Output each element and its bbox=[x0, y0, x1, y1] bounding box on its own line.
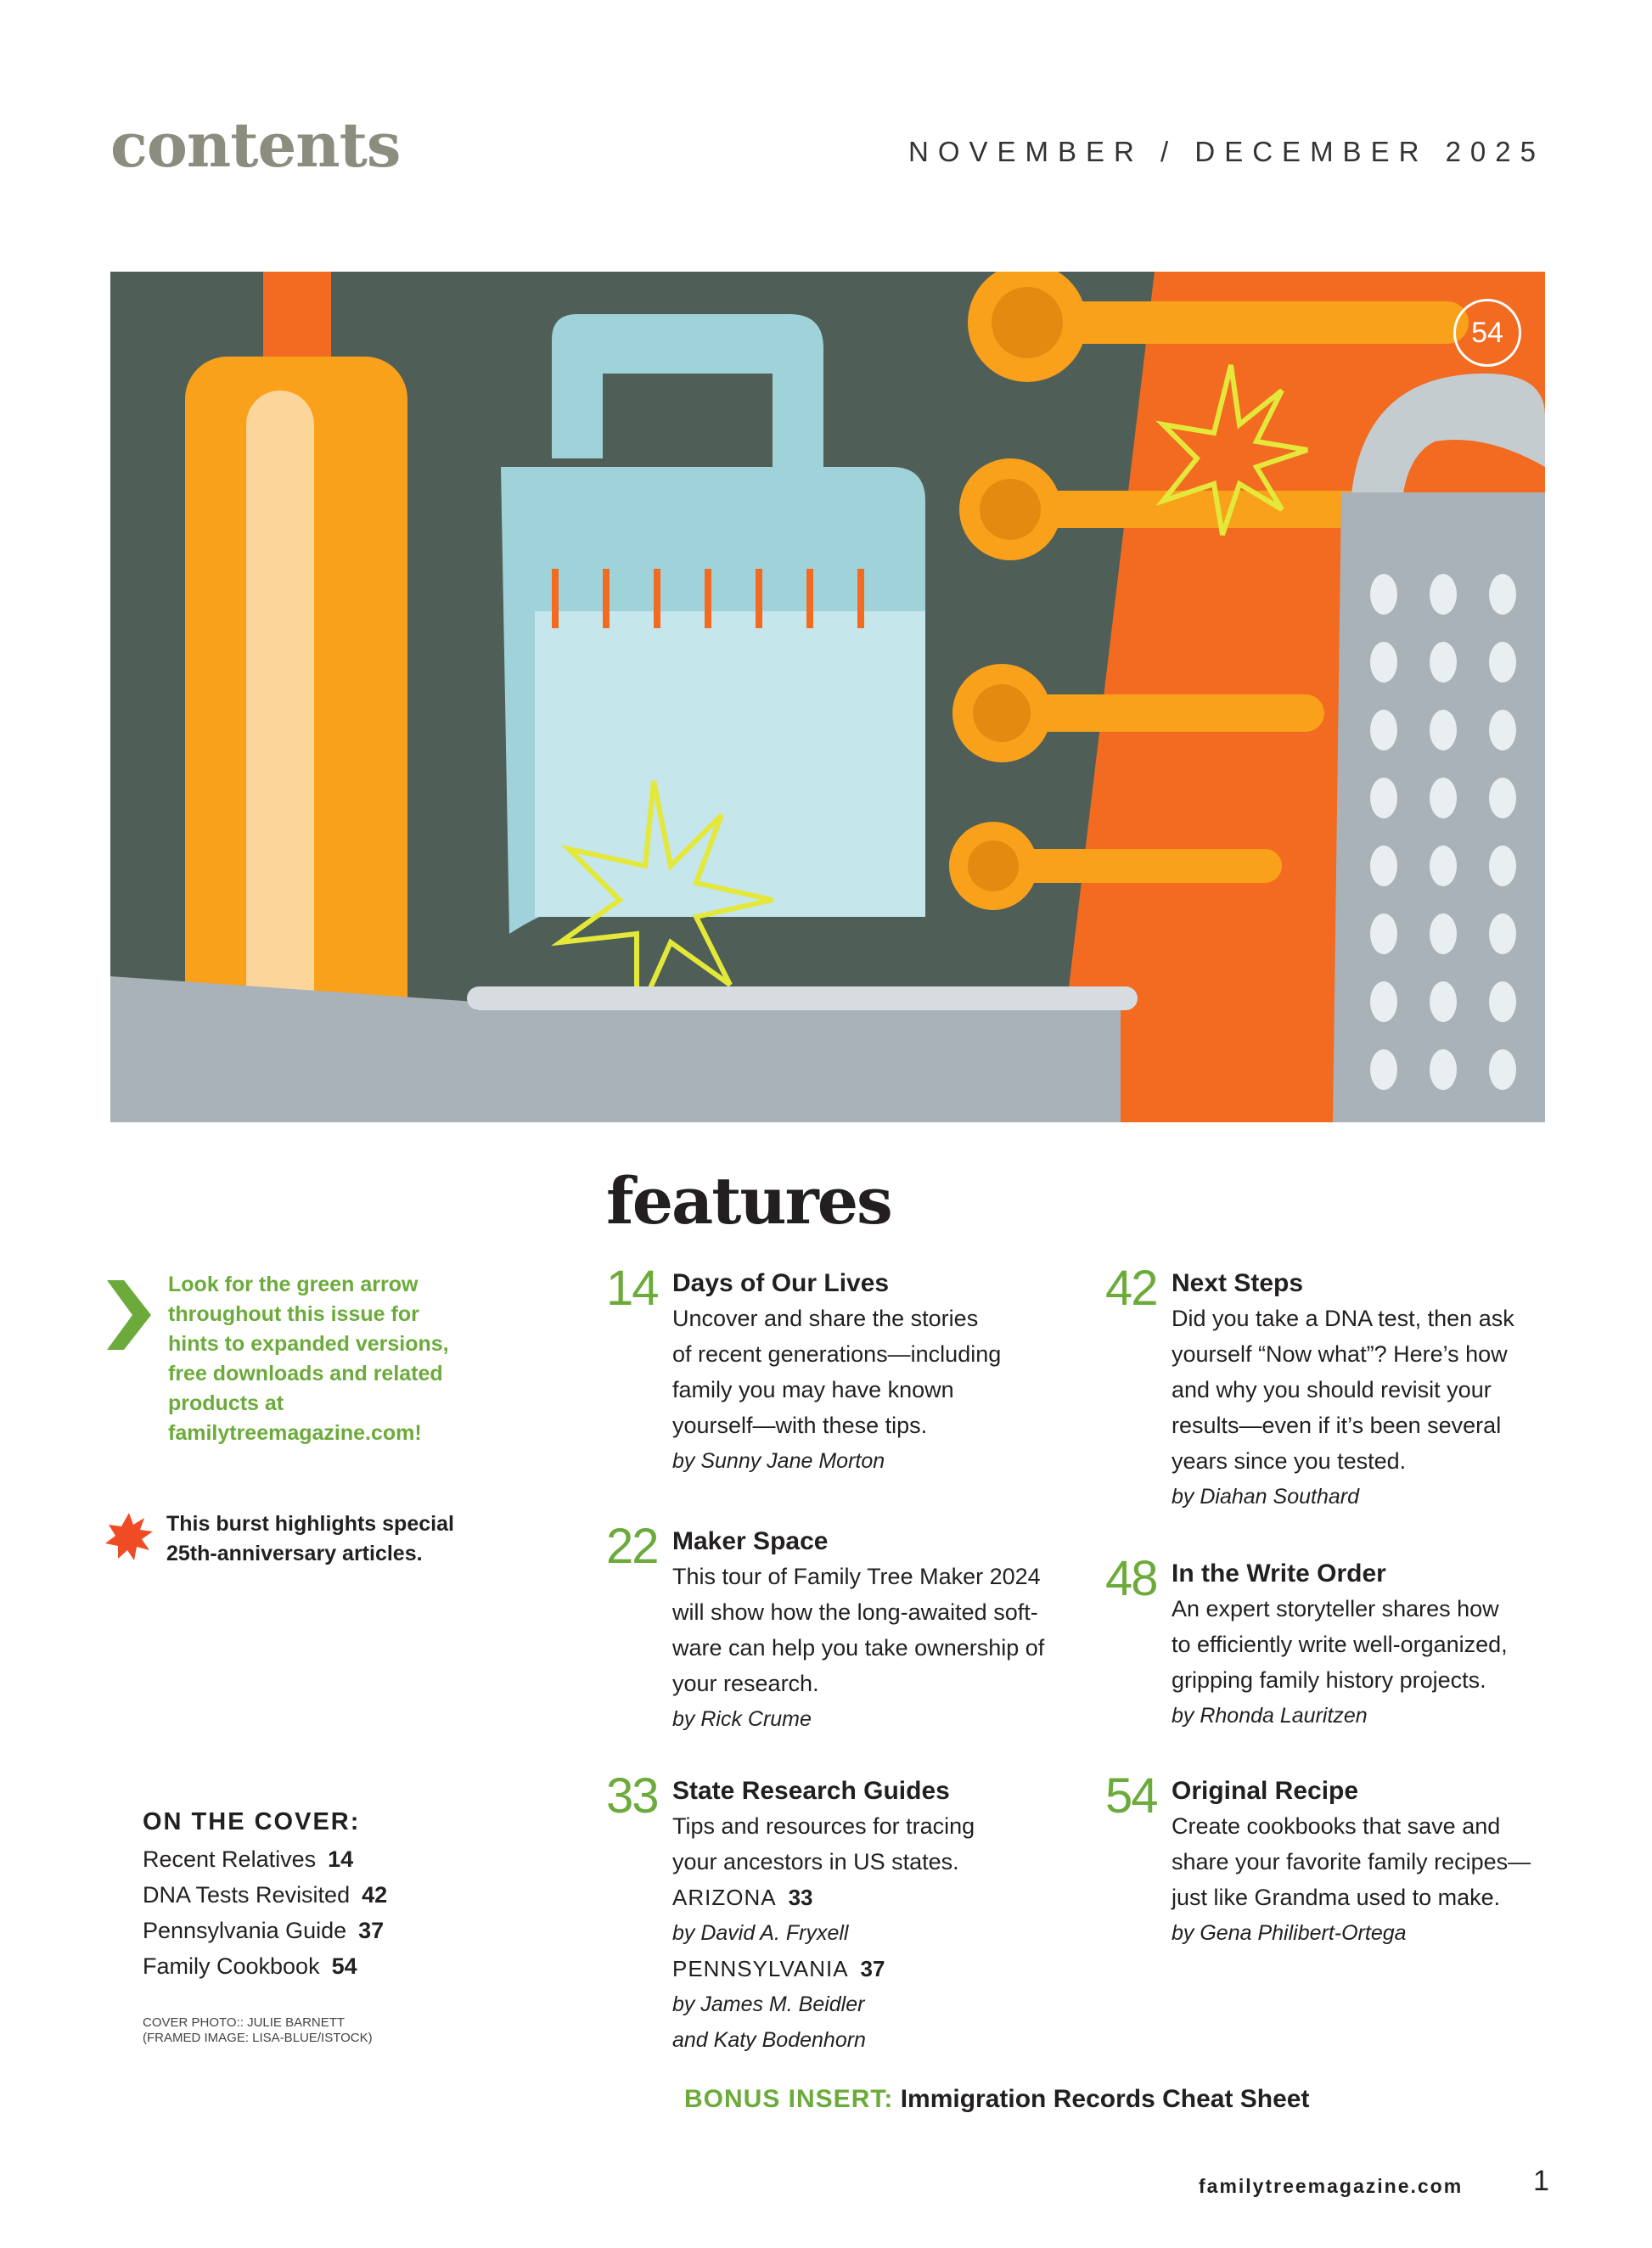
green-arrow-tip: Look for the green arrow throughout this issue for hints to expanded versions, free downloads and related products at familytreemagazine.com! bbox=[168, 1273, 449, 1445]
feature-desc: Did you take a DNA test, then ask yourself “Now what”? Here’s how and why you should revisit your results—even if it’s been several years since you tested. bbox=[1172, 1306, 1514, 1474]
feature-title: State Research Guides bbox=[672, 1777, 950, 1805]
state-guide-pennsylvania[interactable]: PENNSYLVANIA 37 bbox=[672, 1956, 885, 1981]
feature-page: 54 bbox=[1105, 1768, 1157, 1824]
feature-desc: Tips and resources for tracing your ancestors in US states. bbox=[672, 1813, 975, 1874]
cover-item[interactable]: Pennsylvania Guide 37 bbox=[143, 1918, 385, 1943]
cover-item[interactable]: Family Cookbook 54 bbox=[143, 1953, 357, 1979]
cover-item[interactable]: Recent Relatives 14 bbox=[143, 1846, 354, 1872]
cover-heading: ON THE COVER: bbox=[143, 1808, 361, 1835]
page-title: contents bbox=[110, 109, 401, 181]
feature-byline: by Sunny Jane Morton bbox=[672, 1449, 885, 1473]
burst-icon bbox=[105, 1513, 153, 1560]
feature-title: Next Steps bbox=[1172, 1269, 1304, 1297]
photo-credits: COVER PHOTO:: JULIE BARNETT (FRAMED IMAGE: LISA-BLUE/ISTOCK) bbox=[143, 2015, 373, 2045]
feature-byline: by Rhonda Lauritzen bbox=[1172, 1704, 1368, 1728]
feature-page: 14 bbox=[606, 1261, 658, 1316]
bonus-label: BONUS INSERT: bbox=[684, 2085, 894, 2113]
feature-byline: by James M. Beidler and Katy Bodenhorn bbox=[672, 1992, 866, 2052]
feature-page: 42 bbox=[1105, 1261, 1157, 1316]
burst-note: This burst highlights special 25th-anniversary articles. bbox=[166, 1512, 454, 1565]
feature-desc: Create cookbooks that save and share your favorite family recipes— just like Grandma used to make. bbox=[1172, 1813, 1531, 1910]
feature-page: 22 bbox=[606, 1519, 658, 1574]
saucepan-icon bbox=[110, 976, 1138, 1122]
feature-title: Original Recipe bbox=[1172, 1777, 1359, 1805]
feature-page: 48 bbox=[1105, 1551, 1157, 1606]
feature-page: 33 bbox=[606, 1768, 658, 1824]
feature-title: In the Write Order bbox=[1172, 1560, 1386, 1588]
page-badge: 54 bbox=[1453, 299, 1521, 367]
feature-title: Maker Space bbox=[672, 1527, 829, 1555]
hero-illustration bbox=[110, 272, 1545, 1122]
feature-byline: by Diahan Southard bbox=[1172, 1485, 1359, 1509]
feature-byline: by David A. Fryxell bbox=[672, 1921, 849, 1945]
feature-byline: by Rick Crume bbox=[672, 1707, 812, 1731]
green-arrow-icon bbox=[107, 1280, 151, 1350]
feature-desc: This tour of Family Tree Maker 2024 will show how the long-awaited soft- ware can help you take ownership of your research. bbox=[672, 1564, 1045, 1696]
bonus-insert[interactable] bbox=[684, 2085, 1309, 2114]
features-heading: features bbox=[606, 1163, 891, 1239]
feature-byline: by Gena Philibert-Ortega bbox=[1172, 1921, 1407, 1945]
feature-title: Days of Our Lives bbox=[672, 1269, 890, 1297]
feature-desc: Uncover and share the stories of recent generations—including family you may have known yourself—with these tips. bbox=[672, 1306, 1002, 1438]
state-guide-arizona[interactable]: ARIZONA 33 bbox=[672, 1885, 813, 1910]
on-the-cover bbox=[143, 1808, 465, 1984]
bonus-text: Immigration Records Cheat Sheet bbox=[900, 2085, 1310, 2113]
cover-item[interactable]: DNA Tests Revisited 42 bbox=[143, 1882, 388, 1908]
page-number: 1 bbox=[1533, 2165, 1549, 2197]
site-link[interactable]: familytreemagazine.com bbox=[1199, 2175, 1464, 2197]
feature-desc: An expert storyteller shares how to efficiently write well-organized, gripping family history projects. bbox=[1172, 1596, 1508, 1693]
issue-date: NOVEMBER / DECEMBER 2025 bbox=[908, 136, 1545, 167]
